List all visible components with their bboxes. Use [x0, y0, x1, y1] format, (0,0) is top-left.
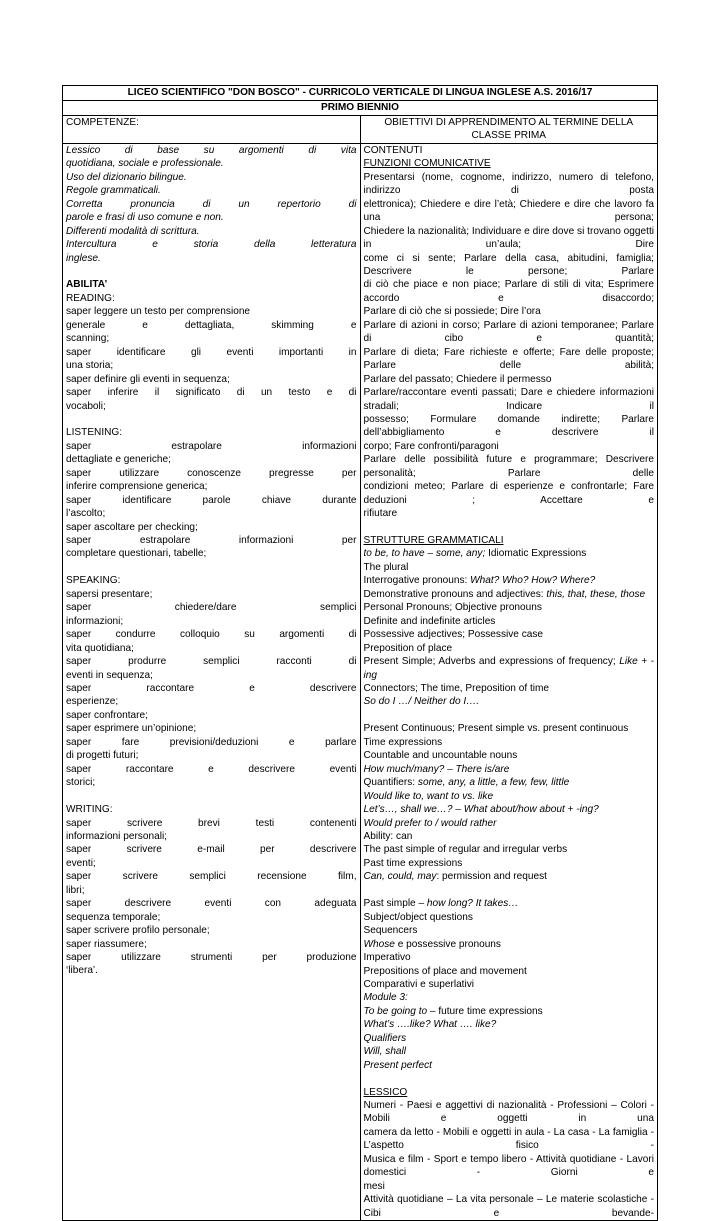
funzioni-line: come ci si sente; Parlare della casa, abitudini, famiglia; Descrivere le persone; Parlare	[363, 252, 654, 277]
strutture-line: Subject/object questions	[363, 911, 473, 923]
funzioni-title: FUNZIONI COMUNICATIVE	[363, 158, 491, 170]
speaking-line: saper fare previsioni/deduzioni e parlare	[66, 736, 357, 748]
strutture-line: Personal Pronouns; Objective pronouns	[363, 602, 542, 614]
writing-line: saper scrivere e-mail per descrivere	[66, 844, 357, 856]
speaking-line: saper raccontare e descrivere eventi	[66, 763, 357, 775]
competenze-line: Corretta pronuncia di un repertorio di	[66, 198, 357, 210]
competenze-line: Regole grammaticali.	[66, 185, 161, 197]
funzioni-line: possesso; Formulare domande indirette; Parlare dell’abbigliamento e descrivere il	[363, 413, 654, 439]
reading-line: una storia;	[66, 360, 114, 372]
lessico-line: camera da letto - Mobili e oggetti in aula - La casa - La famiglia - L’aspetto fisico -	[363, 1126, 654, 1152]
reading-line: vocaboli;	[66, 400, 106, 412]
speaking-line: saper confrontare;	[66, 709, 148, 721]
strutture-line: Present Simple; Adverbs and expressions of frequency; Like + -ing	[363, 656, 655, 681]
strutture-line: Would prefer to / would rather	[363, 817, 497, 829]
listening-line: saper estrapolare informazioni per	[66, 535, 357, 547]
strutture-line: Interrogative pronouns: What? Who? How? Where?	[363, 575, 596, 587]
listening-line: completare questionari, tabelle;	[66, 548, 207, 560]
listening-line: saper estrapolare informazioni	[66, 440, 357, 452]
abilita-title: ABILITA’	[66, 279, 108, 291]
strutture-line: Demonstrative pronouns and adjectives: this, that, these, those	[363, 588, 646, 600]
competenze-header: COMPETENZE:	[63, 116, 361, 144]
strutture-line: to be, to have – some, any; Idiomatic Expressions	[363, 548, 587, 560]
obiettivi-cell	[360, 143, 658, 1220]
strutture-line: Countable and uncountable nouns	[363, 750, 518, 762]
competenze-line: Differenti modalità di scrittura.	[66, 225, 200, 237]
strutture-title: STRUTTURE GRAMMATICALI	[363, 535, 504, 547]
strutture-line: Definite and indefinite articles	[363, 615, 496, 627]
speaking-line: saper raccontare e descrivere	[66, 682, 357, 694]
funzioni-line: Parlare di dieta; Fare richieste e offerte; Fare delle proposte; Parlare delle abilità;	[363, 346, 654, 372]
funzioni-line: rifiutare	[363, 508, 398, 520]
strutture-line: Would like to, want to vs. like	[363, 790, 494, 802]
listening-line: l’ascolto;	[66, 508, 106, 520]
strutture-line: Can, could, may: permission and request	[363, 871, 547, 883]
strutture-line: Time expressions	[363, 736, 443, 748]
lessico-line: Numeri - Paesi e aggettivi di nazionalità - Professioni – Colori - Mobili e oggetti in una	[363, 1100, 654, 1125]
strutture-line: Quantifiers: some, any, a little, a few, few, little	[363, 777, 570, 789]
speaking-line: SPEAKING:	[66, 575, 121, 587]
writing-line: saper riassumere;	[66, 938, 147, 950]
strutture-line: How much/many? – There is/are	[363, 763, 510, 775]
document-page	[62, 85, 658, 1221]
listening-line: LISTENING:	[66, 427, 123, 439]
writing-line: saper scrivere brevi testi contenenti	[66, 817, 357, 829]
speaking-line: saper esprimere un’opinione;	[66, 723, 197, 735]
funzioni-line: Chiedere la nazionalità; Individuare e dire dove si trovano oggetti in un’aula; Dire	[363, 225, 654, 251]
section-title: PRIMO BIENNIO	[63, 101, 658, 116]
competenze-line: inglese.	[66, 252, 101, 264]
speaking-line: saper produrre semplici racconti di	[66, 656, 357, 668]
strutture-line: Possessive adjectives; Possessive case	[363, 629, 544, 641]
competenze-line: Uso del dizionario bilingue.	[66, 171, 187, 183]
contenuti-title: CONTENUTI	[363, 144, 423, 156]
funzioni-line: condizioni meteo; Parlare di esperienze e confrontarle; Fare deduzioni ; Accettare e	[363, 481, 654, 506]
speaking-line: sapersi presentare;	[66, 588, 153, 600]
funzioni-line: Parlare delle possibilità future e programmare; Descrivere personalità; Parlare delle	[363, 454, 654, 479]
strutture-line: Module 3:	[363, 992, 408, 1004]
writing-line: saper descrivere eventi con adeguata	[66, 898, 357, 910]
lessico-line: Musica e film - Sport e tempo libero - Attività quotidiane - Lavori domestici - Giorni e	[363, 1153, 654, 1179]
competenze-line: Lessico di base su argomenti di vita	[66, 144, 357, 156]
competenze-line: quotidiana, sociale e professionale.	[66, 158, 224, 170]
speaking-line: saper condurre colloquio su argomenti di	[66, 629, 357, 641]
writing-line: informazioni personali;	[66, 830, 167, 842]
strutture-line: Sequencers	[363, 925, 418, 937]
strutture-line: What’s ….like? What …. like?	[363, 1019, 497, 1031]
reading-line: saper definire gli eventi in sequenza;	[66, 373, 230, 385]
curriculum-table	[62, 85, 658, 1221]
reading-line: scanning;	[66, 333, 110, 345]
reading-line: generale e dettagliata, skimming e	[66, 319, 357, 331]
competenze-cell	[63, 143, 361, 1220]
strutture-line: The past simple of regular and irregular verbs	[363, 844, 568, 856]
funzioni-line: elettronica); Chiedere e dire l’età; Chiedere e dire che lavoro fa una persona;	[363, 198, 654, 224]
reading-line: saper leggere un testo per comprensione	[66, 306, 251, 318]
document-title: LICEO SCIENTIFICO "DON BOSCO" - CURRICOLO VERTICALE DI LINGUA INGLESE A.S. 2016/17	[63, 86, 658, 101]
speaking-line: esperienze;	[66, 696, 119, 708]
writing-line: libri;	[66, 884, 85, 896]
strutture-line: To be going to – future time expressions	[363, 1005, 543, 1017]
writing-line: saper scrivere profilo personale;	[66, 925, 210, 937]
competenze-line: Intercultura e storia della letteratura	[66, 239, 357, 251]
strutture-line: Whose e possessive pronouns	[363, 938, 501, 950]
strutture-line: Prepositions of place and movement	[363, 965, 527, 977]
funzioni-line: Parlare/raccontare eventi passati; Dare e chiedere informazioni stradali; Indicare il	[363, 387, 654, 412]
listening-line: saper identificare parole chiave durante	[66, 494, 357, 506]
strutture-line: Present Continuous; Present simple vs. present continuous	[363, 723, 629, 735]
speaking-line: saper chiedere/dare semplici	[66, 602, 357, 614]
writing-line: sequenza temporale;	[66, 911, 161, 923]
strutture-line: Ability: can	[363, 830, 413, 842]
lessico-title: LESSICO	[363, 1086, 408, 1098]
strutture-line: Let’s…, shall we…? – What about/how about + -ing?	[363, 804, 599, 816]
funzioni-line: Parlare di azioni in corso; Parlare di azioni temporanee; Parlare di cibo e quantità;	[363, 319, 654, 345]
listening-line: saper ascoltare per checking;	[66, 521, 198, 533]
writing-line: ‘libera’.	[66, 965, 98, 977]
strutture-line: Imperativo	[363, 952, 411, 964]
strutture-line: Comparativi e superlativi	[363, 978, 475, 990]
writing-line: WRITING:	[66, 804, 113, 816]
listening-line: dettagliate e generiche;	[66, 454, 171, 466]
speaking-line: di progetti futuri;	[66, 750, 139, 762]
reading-line: saper inferire il significato di un testo e di	[66, 387, 357, 399]
speaking-line: storici;	[66, 777, 96, 789]
writing-line: eventi;	[66, 857, 96, 869]
listening-line: inferire comprensione generica;	[66, 481, 208, 493]
speaking-line: informazioni;	[66, 615, 124, 627]
strutture-line: So do I …/ Neither do I….	[363, 696, 480, 708]
reading-line: READING:	[66, 292, 115, 304]
competenze-line: parole e frasi di uso comune e non.	[66, 212, 224, 224]
strutture-line: Past time expressions	[363, 857, 463, 869]
lessico-line: mesi	[363, 1180, 385, 1192]
funzioni-line: Parlare di ciò che si possiede; Dire l’ora	[363, 306, 541, 318]
speaking-line: vita quotidiana;	[66, 642, 134, 654]
writing-line: saper utilizzare strumenti per produzione	[66, 952, 357, 964]
funzioni-line: corpo; Fare confronti/paragoni	[363, 440, 499, 452]
strutture-line: Present perfect	[363, 1059, 432, 1071]
speaking-line: eventi in sequenza;	[66, 669, 153, 681]
strutture-line: The plural	[363, 561, 409, 573]
strutture-line: Connectors; The time, Preposition of time	[363, 683, 550, 695]
lessico-line: Attività quotidiane – La vita personale – Le materie scolastiche - Cibi e bevande-	[363, 1194, 654, 1219]
strutture-line: Qualifiers	[363, 1032, 407, 1044]
funzioni-line: Presentarsi (nome, cognome, indirizzo, numero di telefono, indirizzo di posta	[363, 171, 654, 197]
funzioni-line: di ciò che piace e non piace; Parlare di stili di vita; Esprimere accordo e disaccordo;	[363, 279, 654, 304]
strutture-line: Will, shall	[363, 1046, 407, 1058]
listening-line: saper utilizzare conoscenze pregresse per	[66, 467, 357, 479]
funzioni-line: Parlare del passato; Chiedere il permesso	[363, 373, 552, 385]
writing-line: saper scrivere semplici recensione film,	[66, 871, 357, 883]
obiettivi-header: OBIETTIVI DI APPRENDIMENTO AL TERMINE DELLA CLASSE PRIMA	[360, 116, 658, 144]
strutture-line: Past simple – how long? It takes…	[363, 898, 519, 910]
strutture-line: Preposition of place	[363, 642, 453, 654]
reading-line: saper identificare gli eventi importanti in	[66, 346, 357, 358]
